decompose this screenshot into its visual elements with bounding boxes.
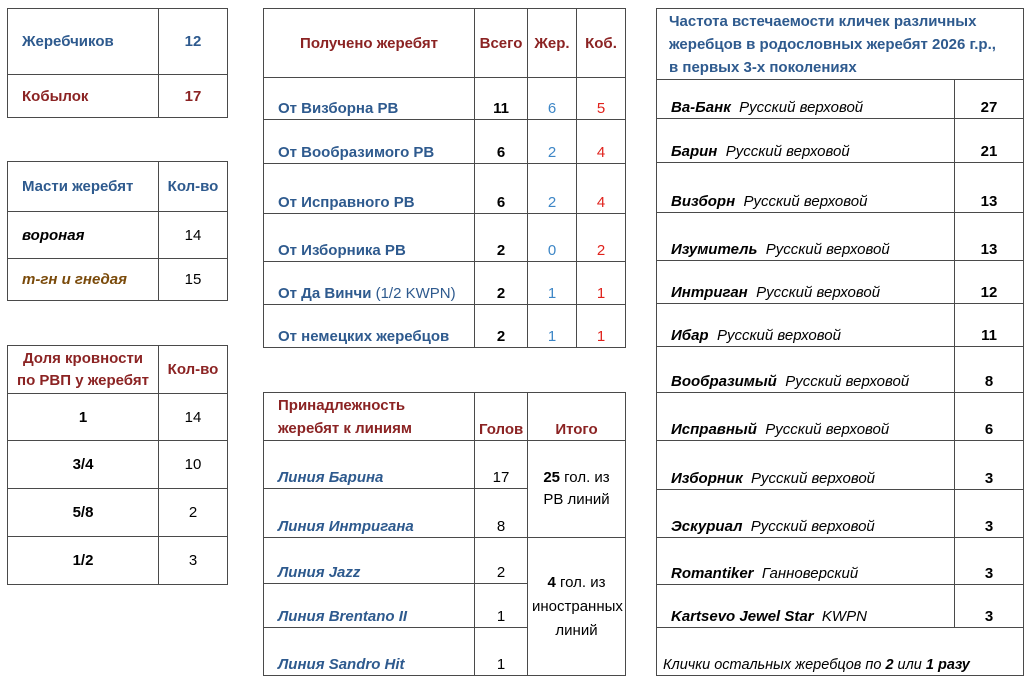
foals-row-label: От Исправного РВ — [264, 164, 475, 214]
blood-header-line2: по РВП у жеребят — [17, 371, 149, 389]
foals-row-colts: 6 — [528, 78, 577, 120]
lines-row-value: 2 — [475, 538, 528, 584]
colors-count-header: Кол-во — [159, 162, 228, 212]
lines-group-rv — [528, 441, 626, 538]
lines-group-foreign-text: гол. из иностранных линий — [532, 573, 623, 639]
foals-header: Получено жеребят — [264, 9, 475, 78]
names-row-count: 6 — [955, 393, 1024, 441]
blood-row-label: 1 — [8, 394, 159, 441]
lines-row-value: 1 — [475, 628, 528, 676]
foals-row-colts: 0 — [528, 214, 577, 262]
foals-row-total: 2 — [475, 262, 528, 305]
names-row-count: 13 — [955, 163, 1024, 213]
names-header — [657, 9, 1024, 80]
names-row-label — [657, 261, 955, 304]
names-row-count: 13 — [955, 213, 1024, 261]
names-row-label — [657, 119, 955, 163]
foals-fillies-header: Коб. — [577, 9, 626, 78]
names-row-breed: Русский верховой — [751, 470, 876, 487]
names-row-label — [657, 441, 955, 490]
lines-group-rv-count: 25 — [543, 469, 560, 486]
names-footer — [657, 628, 1024, 676]
names-footer-n2: 1 разу — [925, 657, 970, 673]
names-row-count: 3 — [955, 490, 1024, 538]
blood-row-label: 1/2 — [8, 537, 159, 585]
colors-header: Масти жеребят — [8, 162, 159, 212]
blood-row-value: 10 — [159, 441, 228, 489]
names-row-label — [657, 163, 955, 213]
names-row-name: Kartsevo Jewel Star — [671, 608, 814, 625]
foals-row-fillies: 4 — [577, 120, 626, 164]
names-row-name: Изборник — [671, 470, 743, 487]
names-footer-pre: Клички остальных жеребцов по — [663, 657, 886, 673]
names-row-breed: Русский верховой — [750, 518, 875, 535]
lines-table — [263, 392, 626, 676]
names-row-count: 3 — [955, 585, 1024, 628]
lines-row-label: Линия Барина — [264, 441, 475, 489]
names-row-name: Барин — [671, 143, 718, 160]
foals-row-colts: 2 — [528, 164, 577, 214]
names-row-label — [657, 538, 955, 585]
names-row-breed: KWPN — [821, 608, 867, 625]
names-row-label — [657, 585, 955, 628]
lines-group-foreign — [528, 538, 626, 676]
names-row-name: Визборн — [671, 193, 736, 210]
names-row-name: Изумитель — [671, 241, 758, 258]
mares-label: Кобылок — [8, 75, 159, 118]
foals-row-fillies: 4 — [577, 164, 626, 214]
colors-row-label: вороная — [8, 212, 159, 259]
names-row-label — [657, 80, 955, 119]
foals-row-colts: 2 — [528, 120, 577, 164]
blood-count-header: Кол-во — [159, 346, 228, 394]
foals-row-colts: 1 — [528, 262, 577, 305]
lines-row-value: 17 — [475, 441, 528, 489]
names-row-count: 3 — [955, 441, 1024, 490]
names-row-label — [657, 213, 955, 261]
blood-table — [7, 345, 228, 585]
names-row-count: 8 — [955, 347, 1024, 393]
stallions-label: Жеребчиков — [8, 9, 159, 75]
foals-row-name: От Да Винчи — [278, 285, 372, 302]
blood-row-label: 5/8 — [8, 489, 159, 537]
names-row-label — [657, 304, 955, 347]
lines-row-label: Линия Интригана — [264, 489, 475, 538]
foals-row-fillies: 2 — [577, 214, 626, 262]
names-row-breed: Русский верховой — [743, 193, 868, 210]
foals-row-total: 2 — [475, 214, 528, 262]
names-row-name: Romantiker — [671, 565, 754, 582]
lines-group-rv-text: гол. из РВ линий — [543, 469, 610, 508]
names-row-name: Вообразимый — [671, 373, 777, 390]
lines-row-label: Линия Jazz — [264, 538, 475, 584]
lines-group-foreign-count: 4 — [547, 573, 556, 591]
names-table — [656, 8, 1024, 676]
names-row-count: 27 — [955, 80, 1024, 119]
foals-row-total: 6 — [475, 164, 528, 214]
names-row-label — [657, 490, 955, 538]
foals-row-label — [264, 262, 475, 305]
foals-row-total: 2 — [475, 305, 528, 348]
names-row-breed: Ганноверский — [761, 565, 859, 582]
names-row-breed: Русский верховой — [716, 327, 841, 344]
names-row-name: Ибар — [671, 327, 709, 344]
summary-table — [7, 8, 228, 118]
names-row-breed: Русский верховой — [765, 241, 890, 258]
names-row-breed: Русский верховой — [725, 143, 850, 160]
foals-row-colts: 1 — [528, 305, 577, 348]
names-footer-mid: или — [893, 657, 926, 673]
lines-row-label: Линия Brentano II — [264, 584, 475, 628]
stallions-value: 12 — [159, 9, 228, 75]
lines-heads-header: Голов — [475, 393, 528, 441]
names-row-count: 11 — [955, 304, 1024, 347]
blood-row-value: 14 — [159, 394, 228, 441]
lines-row-value: 1 — [475, 584, 528, 628]
foals-row-fillies: 1 — [577, 305, 626, 348]
names-row-count: 3 — [955, 538, 1024, 585]
foals-row-label: От Изборника РВ — [264, 214, 475, 262]
names-row-name: Эскуриал — [671, 518, 743, 535]
lines-row-value: 8 — [475, 489, 528, 538]
names-row-count: 12 — [955, 261, 1024, 304]
foals-row-label: От Визборна РВ — [264, 78, 475, 120]
names-row-breed: Русский верховой — [785, 373, 910, 390]
blood-row-value: 3 — [159, 537, 228, 585]
foals-row-label: От немецких жеребцов — [264, 305, 475, 348]
colors-row-value: 14 — [159, 212, 228, 259]
mares-value: 17 — [159, 75, 228, 118]
names-row-name: Интриган — [671, 284, 748, 301]
foals-row-fillies: 5 — [577, 78, 626, 120]
foals-row-note: (1/2 KWPN) — [371, 285, 456, 302]
lines-header-line1: Принадлежность — [278, 396, 406, 414]
foals-table — [263, 8, 626, 348]
names-row-label — [657, 393, 955, 441]
colors-table — [7, 161, 228, 301]
lines-header — [264, 393, 475, 441]
names-row-breed: Русский верховой — [756, 284, 881, 301]
foals-row-fillies: 1 — [577, 262, 626, 305]
lines-header-line2: жеребят к линиям — [278, 419, 412, 437]
colors-row-value: 15 — [159, 259, 228, 301]
foals-row-total: 6 — [475, 120, 528, 164]
colors-row-label: т-гн и гнедая — [8, 259, 159, 301]
names-row-count: 21 — [955, 119, 1024, 163]
names-row-name: Исправный — [671, 421, 757, 438]
names-row-name: Ва-Банк — [671, 99, 731, 116]
blood-row-label: 3/4 — [8, 441, 159, 489]
lines-row-label: Линия Sandro Hit — [264, 628, 475, 676]
foals-total-header: Всего — [475, 9, 528, 78]
blood-header-line1: Доля кровности — [22, 349, 144, 367]
lines-total-header: Итого — [528, 393, 626, 441]
foals-row-total: 11 — [475, 78, 528, 120]
names-header-line1: Частота встечаемости кличек различных — [669, 13, 977, 30]
names-row-breed: Русский верховой — [765, 421, 890, 438]
blood-header — [8, 346, 159, 394]
names-row-breed: Русский верховой — [739, 99, 864, 116]
names-header-line3: в первых 3-х поколениях — [669, 59, 857, 76]
names-row-label — [657, 347, 955, 393]
blood-row-value: 2 — [159, 489, 228, 537]
foals-colts-header: Жер. — [528, 9, 577, 78]
names-header-line2: жеребцов в родословных жеребят 2026 г.р., — [669, 36, 996, 53]
foals-row-label: От Вообразимого РВ — [264, 120, 475, 164]
names-footer-n1: 2 — [885, 657, 894, 673]
